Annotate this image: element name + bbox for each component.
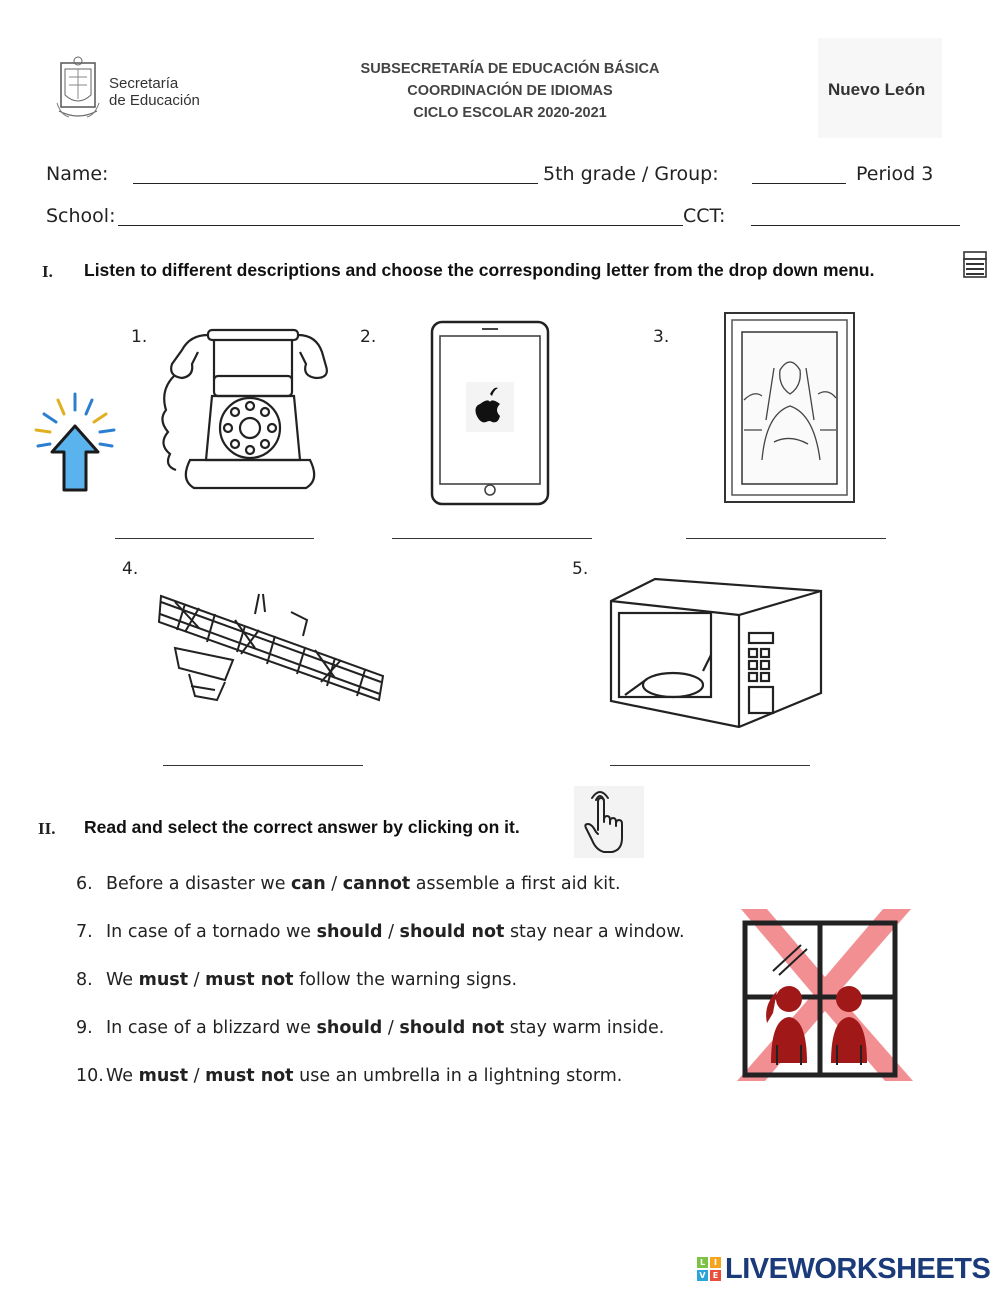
answer-option-2[interactable]: should not	[399, 1018, 505, 1038]
nuevo-leon-text: Nuevo León	[828, 80, 926, 99]
item-3-number: 3.	[653, 327, 670, 347]
question-number: 9.	[76, 1018, 93, 1038]
school-label: School:	[46, 205, 116, 227]
painting-icon	[722, 310, 857, 505]
group-input-line[interactable]	[752, 183, 846, 184]
item-4-number: 4.	[122, 559, 139, 579]
question-row	[76, 874, 621, 894]
question-suffix: follow the warning signs.	[293, 970, 518, 990]
name-input-line[interactable]	[133, 183, 538, 184]
question-number: 7.	[76, 922, 93, 942]
cct-input-line[interactable]	[751, 225, 960, 226]
question-prefix: In case of a blizzard we	[106, 1018, 317, 1038]
liveworksheets-logo	[697, 1252, 990, 1286]
liveworksheets-blocks-icon: L I V E	[697, 1257, 721, 1281]
airplane-icon	[155, 590, 390, 730]
liveworksheets-brand: LIVEWORKSHEETS	[725, 1252, 991, 1285]
header-line-3: CICLO ESCOLAR 2020-2021	[413, 105, 607, 121]
question-prefix: We	[106, 1066, 139, 1086]
header-titles	[300, 58, 720, 124]
answer-option-2[interactable]: cannot	[342, 874, 411, 894]
question-row	[76, 922, 685, 942]
answer-line-1[interactable]	[115, 538, 314, 539]
question-prefix: In case of a tornado we	[106, 922, 317, 942]
dropdown-menu-icon	[958, 250, 988, 280]
window-people-warning-icon	[733, 905, 918, 1083]
school-input-line[interactable]	[118, 225, 683, 226]
grade-label: 5th grade / Group:	[543, 163, 719, 185]
answer-option-1[interactable]: must	[138, 970, 189, 990]
answer-option-2[interactable]: must not	[205, 1066, 294, 1086]
question-suffix: stay warm inside.	[504, 1018, 665, 1038]
section-1-instruction: Listen to different descriptions and choose the corresponding letter from the drop down menu.	[84, 260, 875, 280]
nuevo-leon-logo	[818, 38, 942, 138]
cct-label: CCT:	[683, 205, 726, 227]
answer-line-3[interactable]	[686, 538, 886, 539]
question-row	[76, 970, 517, 990]
pointer-hand-icon	[574, 786, 644, 858]
answer-line-2[interactable]	[392, 538, 592, 539]
tap-hand-icon	[30, 390, 120, 495]
question-suffix: use an umbrella in a lightning storm.	[293, 1066, 623, 1086]
option-separator: /	[382, 1018, 400, 1038]
answer-option-1[interactable]: must	[138, 1066, 189, 1086]
header-line-1: SUBSECRETARÍA DE EDUCACIÓN BÁSICA	[360, 61, 660, 77]
item-1-number: 1.	[131, 327, 148, 347]
microwave-icon	[603, 575, 828, 730]
answer-line-4[interactable]	[163, 765, 363, 766]
answer-option-1[interactable]: should	[316, 922, 383, 942]
period-label: Period 3	[856, 163, 934, 185]
question-row	[76, 1018, 664, 1038]
answer-option-2[interactable]: must not	[205, 970, 294, 990]
coat-of-arms-icon	[55, 55, 103, 125]
answer-option-2[interactable]: should not	[399, 922, 505, 942]
logo-line-2: de Educación	[109, 92, 200, 109]
question-prefix: We	[106, 970, 139, 990]
tablet-icon	[428, 318, 553, 508]
telephone-icon	[150, 320, 340, 495]
answer-option-1[interactable]: can	[291, 874, 326, 894]
item-2-number: 2.	[360, 327, 377, 347]
question-row	[76, 1066, 622, 1086]
option-separator: /	[188, 1066, 206, 1086]
question-suffix: assemble a first aid kit.	[410, 874, 621, 894]
section-2-number: II.	[38, 819, 56, 838]
question-number: 6.	[76, 874, 93, 894]
option-separator: /	[325, 874, 343, 894]
question-prefix: Before a disaster we	[106, 874, 292, 894]
item-5-number: 5.	[572, 559, 589, 579]
option-separator: /	[382, 922, 400, 942]
header-line-2: COORDINACIÓN DE IDIOMAS	[407, 83, 613, 99]
section-2-instruction: Read and select the correct answer by clicking on it.	[84, 817, 520, 837]
logo-line-1: Secretaría	[109, 75, 179, 92]
option-separator: /	[188, 970, 206, 990]
question-suffix: stay near a window.	[504, 922, 685, 942]
question-number: 8.	[76, 970, 93, 990]
question-number: 10.	[76, 1066, 104, 1086]
secretaria-logo	[55, 55, 215, 127]
answer-line-5[interactable]	[610, 765, 810, 766]
section-1-number: I.	[42, 262, 53, 281]
answer-option-1[interactable]: should	[316, 1018, 383, 1038]
name-label: Name:	[46, 163, 109, 185]
